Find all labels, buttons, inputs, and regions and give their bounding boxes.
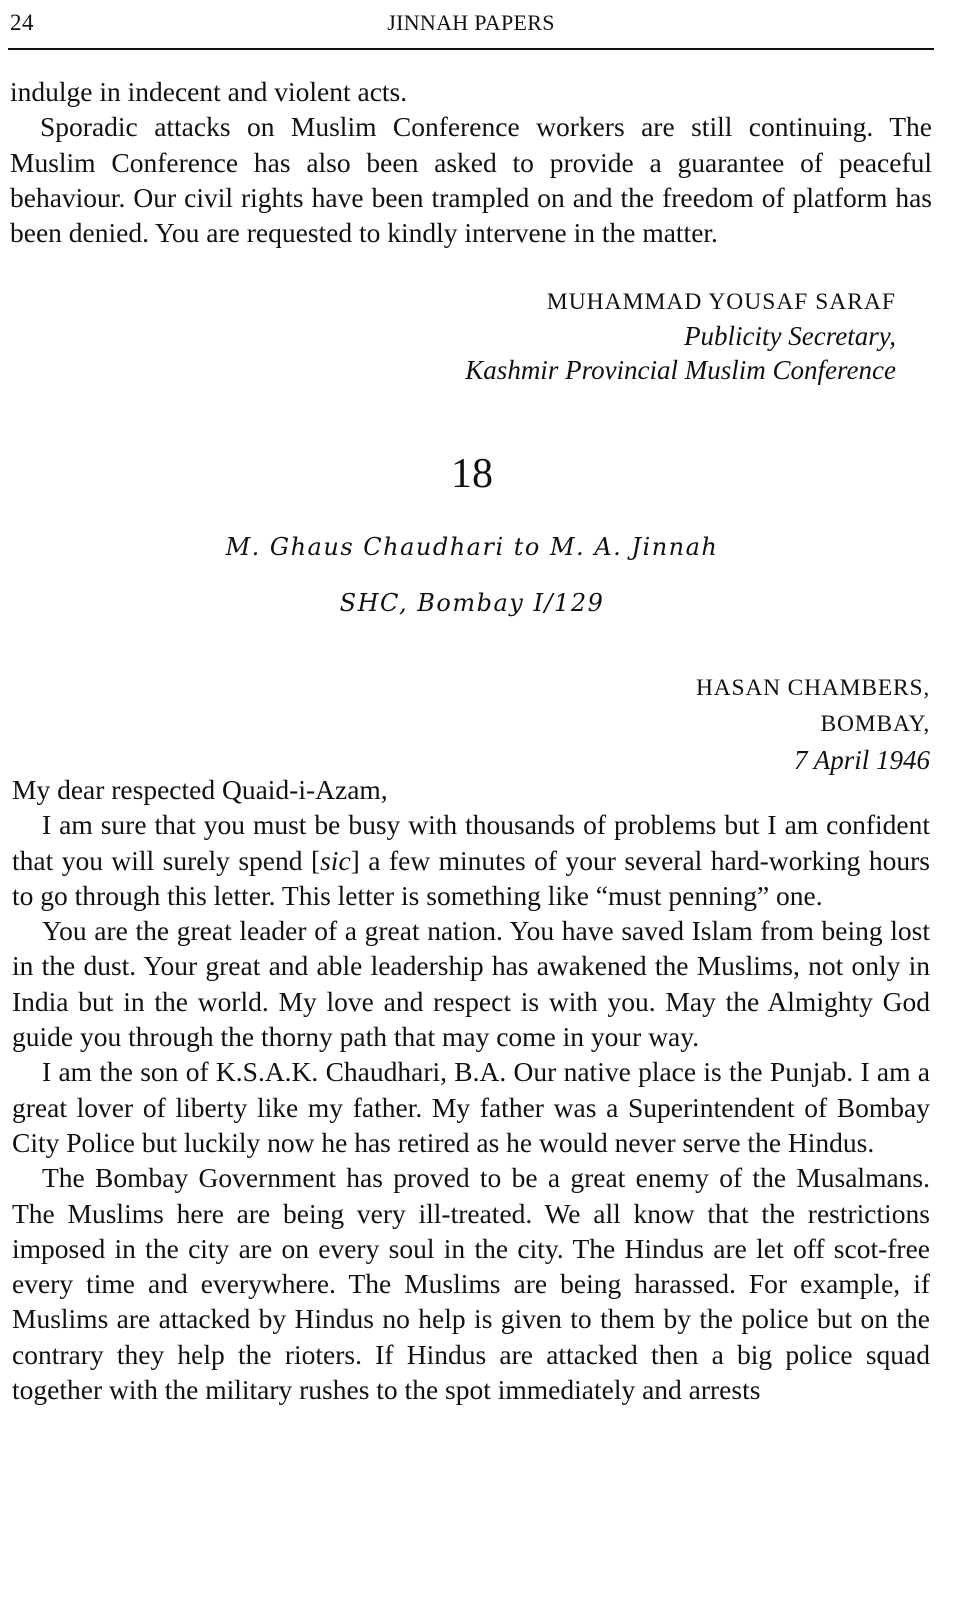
signature-block [465, 285, 896, 387]
salutation: My dear respected Quaid-i-Azam, [12, 774, 388, 805]
signatory-title: Publicity Secretary, [684, 321, 896, 351]
letter-body [12, 772, 930, 1407]
letter-date: 7 April 1946 [793, 745, 930, 775]
document-reference: SHC, Bombay I/129 [339, 589, 605, 617]
header-rule [8, 48, 934, 50]
address-line: HASAN CHAMBERS, [696, 675, 930, 701]
page-header [8, 4, 934, 44]
previous-document-text [10, 74, 932, 250]
signatory-name: MUHAMMAD YOUSAF SARAF [546, 289, 896, 315]
document-number: 18 [451, 451, 493, 497]
address-line: BOMBAY, [820, 711, 930, 737]
paragraph: Sporadic attacks on Muslim Conference workers are still continuing. The Muslim Conference has also been asked to provide a guarantee of peaceful behaviour. Our civil rights have been trampled on and the freedom of platform has been denied. You are requested to kindly intervene in the matter. [10, 111, 932, 249]
paragraph: The Bombay Government has proved to be a great enemy of the Musalmans. The Muslims here are being very ill-treated. We all know that the restrictions imposed in the city are on every soul in the city. The Hindus are let off scot-free every time and everywhere. The Muslims are being harassed. For example, if Muslims are attacked by Hindus no help is given to them by the police but on the contrary they help the rioters. If Hindus are attacked then a big police squad together with the military rushes to the spot immediately and arrests [12, 1162, 930, 1406]
running-title: JINNAH PAPERS [387, 10, 555, 35]
sic-mark: sic [320, 844, 351, 876]
paragraph: You are the great leader of a great nation. You have saved Islam from being lost in the dust. Your great and able leadership has awakened the Muslims, not only in India but in the world. My love and respect is with you. May the Almighty God guide you through the thorny path that may come in your way. [12, 915, 930, 1053]
signatory-organization: Kashmir Provincial Muslim Conference [465, 355, 896, 385]
paragraph-text: I am sure that you must be busy with thousands of problems but I am confident that you will surely spend [ [12, 809, 930, 876]
page-number: 24 [10, 10, 34, 35]
paragraph-text: ] a few minutes of your several hard-working hours to go through this letter. This letter is something like “must penning” one. [12, 844, 931, 911]
paragraph [12, 807, 930, 913]
letter-address [696, 670, 930, 778]
document-title: M. Ghaus Chaudhari to M. A. Jinnah [225, 533, 719, 561]
paragraph: indulge in indecent and violent acts. [10, 76, 408, 107]
paragraph: I am the son of K.S.A.K. Chaudhari, B.A. Our native place is the Punjab. I am a great lover of liberty like my father. My father was a Superintendent of Bombay City Police but luckily now he has retired as he would never serve the Hindus. [12, 1056, 930, 1158]
